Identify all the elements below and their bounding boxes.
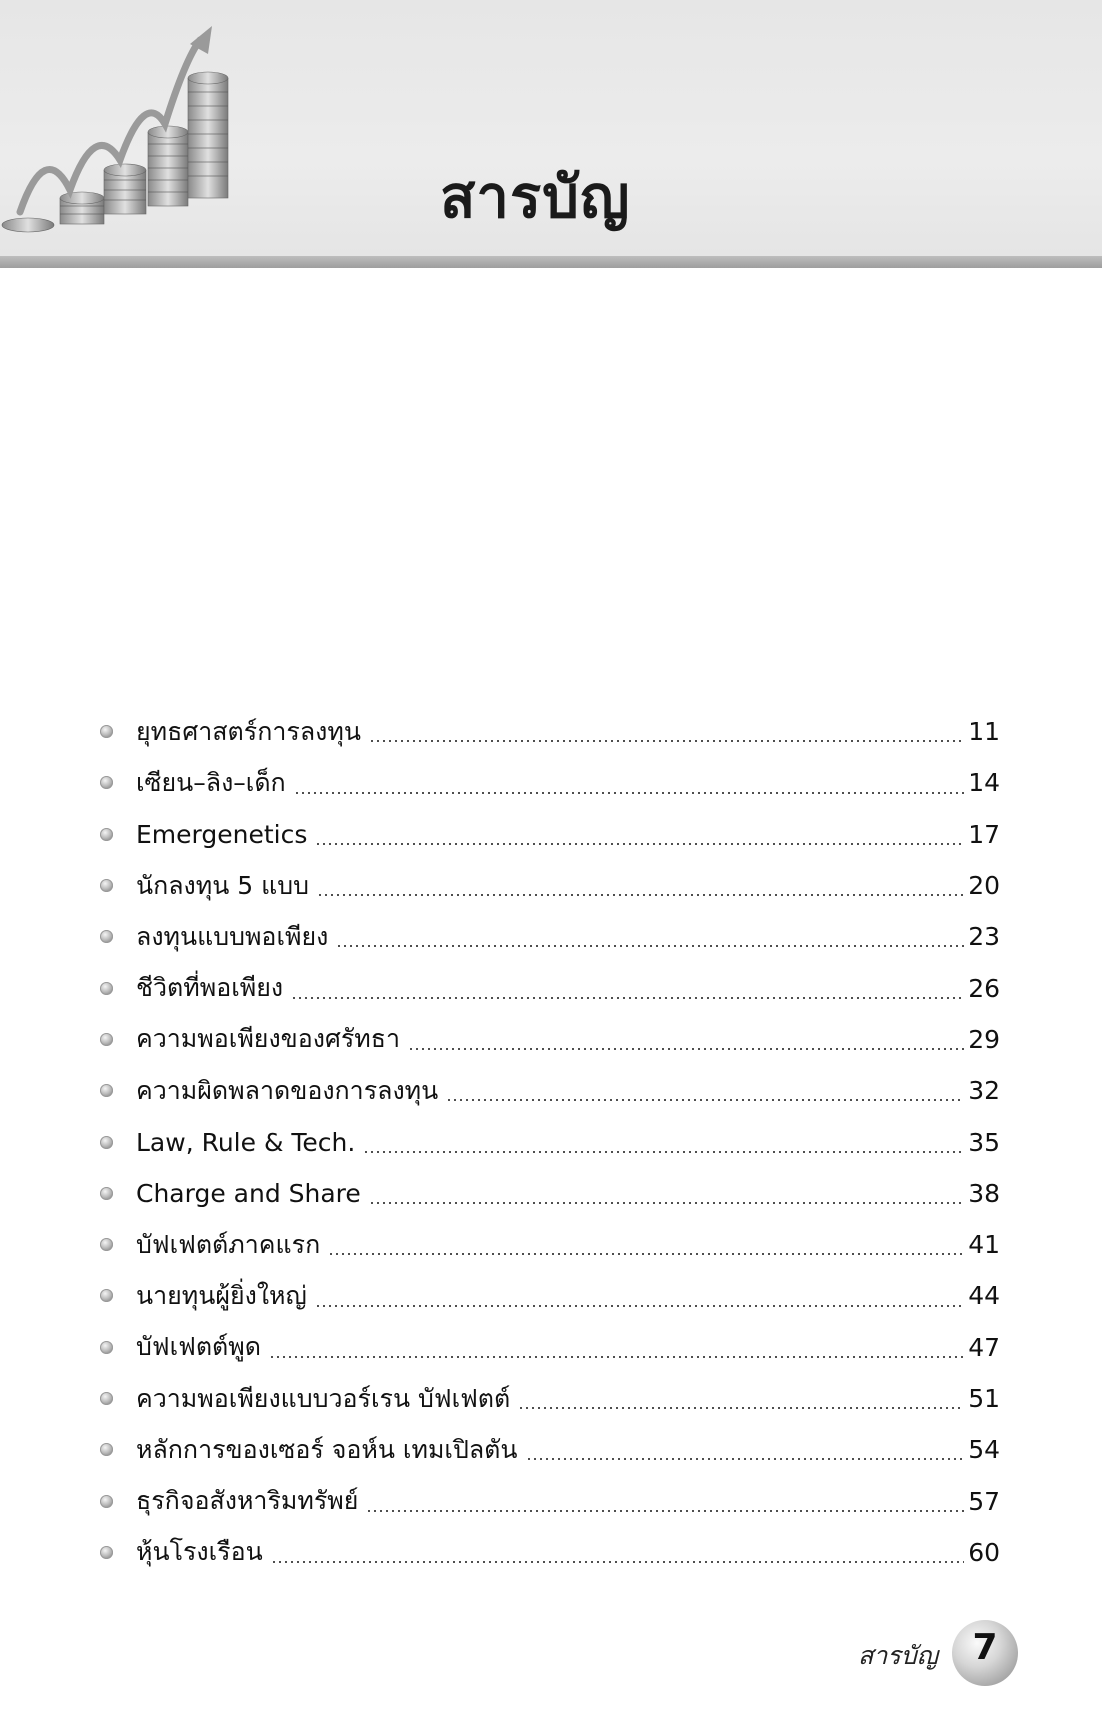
toc-entry-page: 38 [968, 1178, 1000, 1208]
dot-leader [526, 1458, 965, 1460]
toc-entry[interactable] [100, 757, 1000, 808]
toc-entry-title: ความผิดพลาดของการลงทุน [136, 1075, 439, 1105]
circle-bullet-icon [100, 1238, 113, 1251]
toc-entry-page: 54 [968, 1435, 1000, 1465]
toc-entry[interactable] [100, 706, 1000, 757]
toc-entry-page: 20 [968, 871, 1000, 901]
toc-entry[interactable] [100, 1322, 1000, 1373]
toc-entry[interactable] [100, 911, 1000, 962]
toc-entry-title: ลงทุนแบบพอเพียง [136, 921, 329, 951]
toc-entry[interactable] [100, 1116, 1000, 1167]
toc-entry-title: เซียน–ลิง–เด็ก [136, 767, 286, 797]
toc-entry-page: 57 [968, 1486, 1000, 1516]
toc-entry[interactable] [100, 1424, 1000, 1475]
toc-entry[interactable] [100, 1168, 1000, 1219]
dot-leader [446, 1099, 964, 1101]
toc-entry[interactable] [100, 1219, 1000, 1270]
dot-leader [518, 1407, 964, 1409]
dot-leader [369, 1202, 964, 1204]
circle-bullet-icon [100, 1341, 113, 1354]
toc-entry-title: Emergenetics [136, 819, 308, 849]
toc-entry[interactable] [100, 860, 1000, 911]
page-title: สารบัญ [440, 163, 631, 231]
toc-entry-title: หุ้นโรงเรือน [136, 1537, 263, 1567]
toc-entry[interactable] [100, 962, 1000, 1013]
table-of-contents [100, 706, 1000, 1578]
dot-leader [315, 1305, 964, 1307]
toc-entry-title: ยุทธศาสตร์การลงทุน [136, 716, 361, 746]
toc-entry-title: ความพอเพียงของศรัทธา [136, 1024, 401, 1054]
circle-bullet-icon [100, 828, 113, 841]
circle-bullet-icon [100, 1289, 113, 1302]
toc-entry-title: หลักการของเซอร์ จอห์น เทมเปิลตัน [136, 1434, 518, 1464]
dot-leader [317, 894, 964, 896]
circle-bullet-icon [100, 1546, 113, 1559]
toc-entry-page: 11 [968, 717, 1000, 747]
dot-leader [291, 997, 964, 999]
circle-bullet-icon [100, 879, 113, 892]
toc-entry[interactable] [100, 809, 1000, 860]
circle-bullet-icon [100, 725, 113, 738]
toc-entry-page: 23 [968, 922, 1000, 952]
circle-bullet-icon [100, 776, 113, 789]
toc-entry-page: 17 [968, 819, 1000, 849]
dot-leader [363, 1151, 964, 1153]
toc-entry-title: บัฟเฟตต์ภาคแรก [136, 1229, 321, 1259]
dot-leader [336, 945, 964, 947]
circle-bullet-icon [100, 1033, 113, 1046]
toc-entry-page: 26 [968, 973, 1000, 1003]
circle-bullet-icon [100, 1084, 113, 1097]
circle-bullet-icon [100, 982, 113, 995]
circle-bullet-icon [100, 1392, 113, 1405]
page-number: 7 [972, 1627, 998, 1668]
circle-bullet-icon [100, 1136, 113, 1149]
dot-leader [315, 843, 964, 845]
dot-leader [271, 1561, 964, 1563]
toc-entry-page: 14 [968, 768, 1000, 798]
toc-entry-title: ความพอเพียงแบบวอร์เรน บัฟเฟตต์ [136, 1383, 511, 1413]
toc-entry[interactable] [100, 1014, 1000, 1065]
toc-entry[interactable] [100, 1527, 1000, 1578]
dot-leader [328, 1253, 964, 1255]
toc-entry-page: 51 [968, 1384, 1000, 1413]
circle-bullet-icon [100, 1495, 113, 1508]
toc-entry-title: ชีวิตที่พอเพียง [136, 973, 284, 1003]
dot-leader [366, 1510, 964, 1512]
toc-entry-title: Law, Rule & Tech. [136, 1127, 356, 1157]
toc-entry-page: 47 [968, 1332, 1000, 1362]
toc-entry-page: 44 [968, 1281, 1000, 1311]
toc-entry-title: ธุรกิจอสังหาริมทรัพย์ [136, 1486, 359, 1516]
toc-entry-page: 41 [968, 1230, 1000, 1260]
header-divider-band [0, 256, 1102, 268]
dot-leader [408, 1048, 964, 1050]
footer-section-label: สารบัญ [858, 1641, 938, 1670]
toc-entry[interactable] [100, 1065, 1000, 1116]
toc-entry-title: บัฟเฟตต์พูด [136, 1332, 261, 1362]
toc-entry-title: Charge and Share [136, 1178, 361, 1208]
toc-entry-page: 60 [968, 1537, 1000, 1567]
circle-bullet-icon [100, 1187, 113, 1200]
dot-leader [294, 792, 964, 794]
circle-bullet-icon [100, 930, 113, 943]
toc-entry[interactable] [100, 1373, 1000, 1424]
toc-entry[interactable] [100, 1475, 1000, 1526]
toc-entry-page: 35 [968, 1127, 1000, 1157]
toc-entry[interactable] [100, 1270, 1000, 1321]
toc-entry-title: นักลงทุน 5 แบบ [136, 870, 309, 900]
dot-leader [369, 740, 964, 742]
toc-entry-page: 32 [968, 1076, 1000, 1106]
toc-entry-page: 29 [968, 1024, 1000, 1054]
header-banner [0, 0, 1102, 268]
toc-entry-title: นายทุนผู้ยิ่งใหญ่ [136, 1280, 307, 1310]
circle-bullet-icon [100, 1443, 113, 1456]
dot-leader [269, 1356, 964, 1358]
coin-stacks-growth-arrow-icon [0, 20, 280, 250]
